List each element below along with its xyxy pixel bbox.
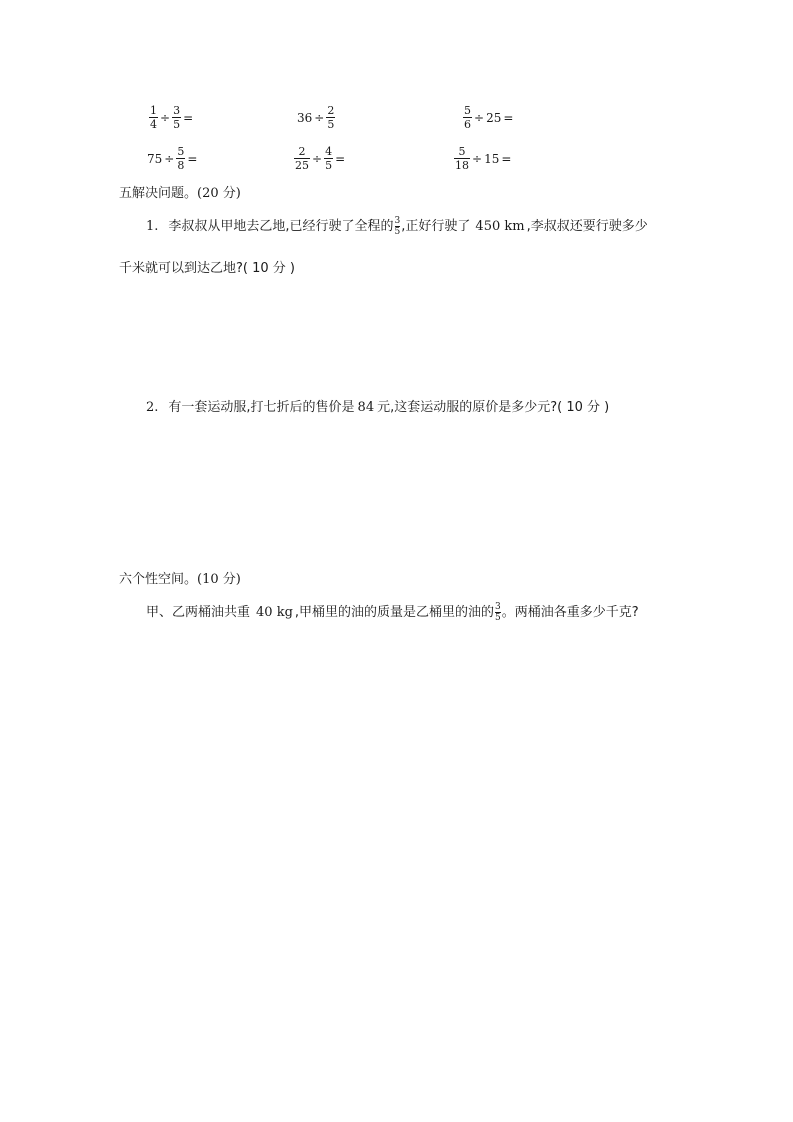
fraction: 3 5 <box>495 602 501 623</box>
question-number: 1. <box>146 218 159 234</box>
equals-sign: = <box>503 110 514 125</box>
question-1-line-1: 1. 李叔叔从甲地去乙地,已经行驶了全程的 3 5 ,正好行驶了 450 km ,李叔叔还要行驶多少 <box>146 216 648 237</box>
expression-36-div-2-5: 36 ÷ $\frac{2}{5}$ <box>297 104 335 131</box>
equals-sign: = <box>501 151 512 166</box>
divide-sign: ÷ <box>164 151 175 166</box>
fraction: $\frac{1}{4}$ <box>150 104 157 131</box>
section-6-heading: 六个性空间。(10 分) <box>119 572 241 587</box>
question-2: 2. 有一套运动服,打七折后的售价是 84 元,这套运动服的原价是多少元?( 10 分 ) <box>146 400 610 415</box>
fraction: $\frac{3}{5}$ <box>173 104 181 131</box>
fraction: $\frac{5}{6}$ <box>464 104 471 131</box>
expression-5-6-div-25: $\frac{5}{6}$ ÷ 25 = <box>464 104 514 131</box>
equals-sign: = <box>187 151 198 166</box>
expression-2-25-div-4-5 <box>293 145 346 172</box>
equals-sign: = <box>335 151 346 166</box>
divide-sign: ÷ <box>472 151 483 166</box>
fraction: $\frac{2}{5}$ <box>327 104 335 131</box>
expression-1-4-div-3-5 <box>148 104 194 131</box>
fraction: $\frac{4}{5}$ <box>325 145 333 172</box>
divide-sign: ÷ <box>312 151 323 166</box>
equals-sign: = <box>183 110 194 125</box>
question-1-line-2: 千米就可以到达乙地?( 10 分 ) <box>119 261 295 276</box>
fraction: $\frac{2}{25}$ <box>295 145 309 172</box>
section-5-heading: 五解决问题。(20 分) <box>119 186 241 201</box>
section-6-question: 甲、乙两桶油共重 40 kg ,甲桶里的油的质量是乙桶里的油的 3 5 。两桶油各重多少千克? <box>146 602 639 623</box>
divide-sign: ÷ <box>474 110 485 125</box>
expression-5-18-div-15: $\frac{5}{18}$ ÷ 15 = <box>455 145 512 172</box>
expression-75-div-5-8: 75 ÷ $\frac{5}{8}$ = <box>147 145 198 172</box>
divide-sign: ÷ <box>160 110 171 125</box>
fraction: $\frac{5}{8}$ <box>177 145 185 172</box>
fraction: $\frac{5}{18}$ <box>455 145 469 172</box>
question-number: 2. <box>146 400 159 415</box>
fraction: 3 5 <box>394 216 401 237</box>
divide-sign: ÷ <box>314 110 325 125</box>
